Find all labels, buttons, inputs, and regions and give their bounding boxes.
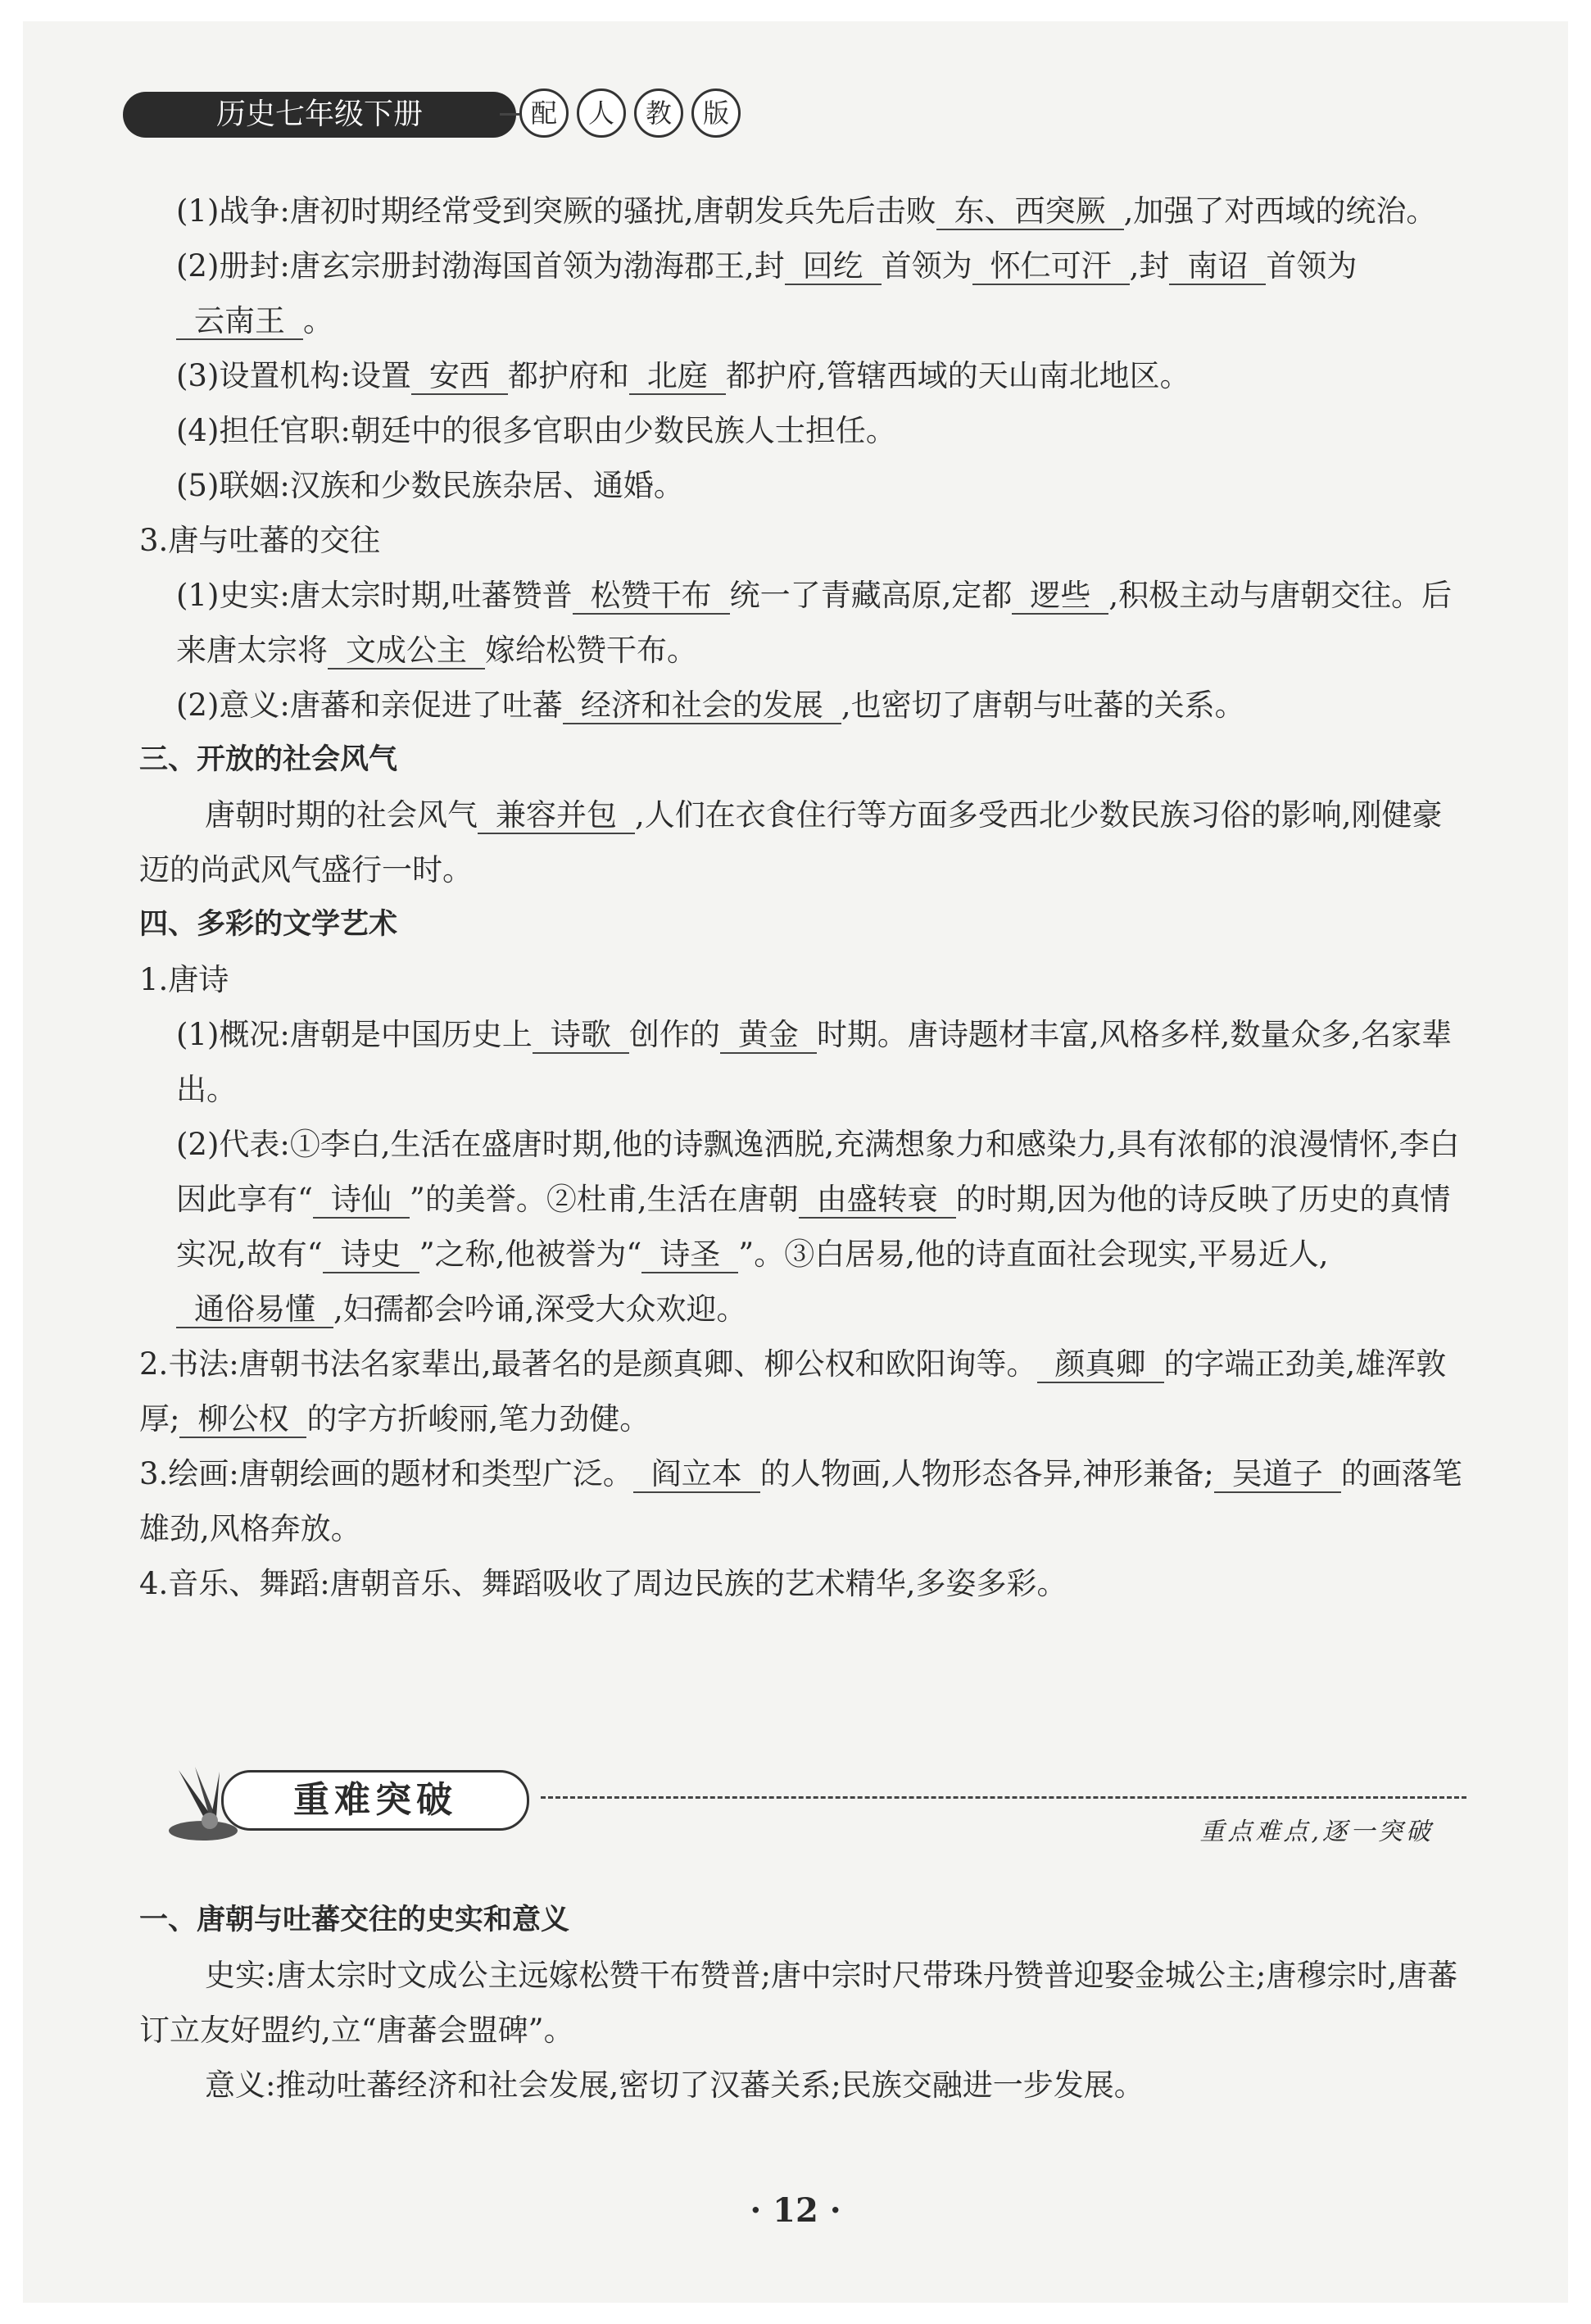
- section-title: 重难突破: [221, 1770, 529, 1831]
- answer-blank: 柳公权: [179, 1403, 306, 1438]
- text-run: 2.书法:唐朝书法名家辈出,最著名的是颜真卿、柳公权和欧阳询等。: [139, 1346, 1037, 1382]
- text-run: (4)担任官职:朝廷中的很多官职由少数民族人士担任。: [176, 413, 896, 448]
- answer-blank: 北庭: [629, 360, 726, 395]
- text-run: 。: [303, 303, 333, 338]
- book-title-tab: 历史七年级下册: [123, 92, 516, 138]
- text-run: 都护府,管辖西域的天山南北地区。: [725, 358, 1190, 393]
- knowledge-content: [139, 184, 1466, 1611]
- answer-blank: 南诏: [1169, 250, 1266, 285]
- answer-blank: 文成公主: [328, 634, 485, 670]
- section-heading: [139, 1893, 1466, 1948]
- section-motto: 重点难点,逐一突破: [1199, 1818, 1434, 1846]
- answer-blank: 经济和社会的发展: [563, 689, 841, 724]
- answer-blank: 黄金: [720, 1019, 817, 1054]
- answer-blank: 颜真卿: [1037, 1348, 1164, 1383]
- section-bar: [156, 1760, 1466, 1850]
- text-run: 的画落笔雄劲,风格奔放。: [139, 1456, 1462, 1546]
- paragraph: [139, 788, 1466, 897]
- section-heading: [139, 897, 1466, 952]
- paragraph: [139, 1446, 1466, 1556]
- text-run: 史实:唐太宗时文成公主远嫁松赞干布赞普;唐中宗时尺带珠丹赞普迎娶金城公主;唐穆宗时,唐蕃订立友好盟约,立“唐蕃会盟碑”。: [139, 1958, 1458, 2048]
- text-run: 4.音乐、舞蹈:唐朝音乐、舞蹈吸收了周边民族的艺术精华,多姿多彩。: [139, 1566, 1067, 1601]
- paragraph: [139, 568, 1466, 678]
- paragraph: [139, 513, 1466, 568]
- text-run: 三、开放的社会风气: [139, 743, 398, 776]
- edition-badge: 人: [577, 89, 626, 138]
- text-run: ,也密切了唐朝与吐蕃的关系。: [841, 688, 1245, 723]
- text-run: 首领为: [1266, 248, 1358, 284]
- edition-badge: 版: [691, 89, 741, 138]
- text-run: 创作的: [628, 1017, 720, 1052]
- text-run: 统一了青藏高原,定都: [729, 578, 1013, 613]
- text-run: (2)册封:唐玄宗册封渤海国首领为渤海郡王,封: [176, 248, 785, 284]
- paragraph: [139, 1117, 1466, 1337]
- answer-blank: 兼容并包: [478, 799, 635, 834]
- answer-blank: 吴道子: [1214, 1458, 1341, 1493]
- paragraph: [139, 1948, 1466, 2058]
- answer-blank: 诗仙: [313, 1183, 410, 1219]
- text-run: 1.唐诗: [139, 962, 229, 997]
- answer-blank: 阎立本: [633, 1458, 760, 1493]
- edition-badge: 配: [519, 89, 569, 138]
- text-run: 的字端正劲美,雄浑敦厚;: [139, 1346, 1447, 1437]
- paragraph: [139, 678, 1466, 733]
- key-points-content: [139, 1893, 1466, 2113]
- answer-blank: 怀仁可汗: [972, 250, 1130, 285]
- text-run: ,积极主动与唐朝交往。后来唐太宗将: [176, 578, 1453, 668]
- paragraph: [139, 458, 1466, 513]
- text-run: (5)联姻:汉族和少数民族杂居、通婚。: [176, 468, 684, 503]
- text-run: (1)概况:唐朝是中国历史上: [176, 1017, 533, 1052]
- text-run: 首领为: [881, 248, 972, 284]
- text-run: ,封: [1129, 248, 1170, 284]
- text-run: ”。③白居易,他的诗直面社会现实,平易近人,: [738, 1237, 1329, 1272]
- text-run: ,人们在衣食住行等方面多受西北少数民族习俗的影响,刚健豪迈的尚武风气盛行一时。: [139, 797, 1443, 887]
- text-run: 的字方折峻丽,笔力劲健。: [306, 1401, 650, 1437]
- text-run: (1)战争:唐初时期经常受到突厥的骚扰,唐朝发兵先后击败: [176, 193, 936, 229]
- text-run: (2)代表:①李白,生活在盛唐时期,他的诗飘逸洒脱,充满想象力和感染力,具有浓郁的浪漫情怀,李白因此享有“: [176, 1127, 1460, 1217]
- answer-blank: 逻些: [1012, 579, 1108, 615]
- paragraph: [139, 238, 1466, 348]
- text-run: 唐朝时期的社会风气: [205, 797, 478, 833]
- paragraph: [139, 1556, 1466, 1611]
- answer-blank: 安西: [411, 360, 508, 395]
- text-run: (3)设置机构:设置: [176, 358, 411, 393]
- text-run: ”的美誉。②杜甫,生活在唐朝: [409, 1182, 799, 1217]
- text-run: (1)史实:唐太宗时期,吐蕃赞普: [176, 578, 573, 613]
- paragraph: [139, 403, 1466, 458]
- text-run: ,加强了对西域的统治。: [1123, 193, 1437, 229]
- header-connector: [500, 113, 519, 116]
- text-run: 3.唐与吐蕃的交往: [139, 523, 381, 558]
- section-heading: [139, 733, 1466, 788]
- text-run: 3.绘画:唐朝绘画的题材和类型广泛。: [139, 1456, 633, 1491]
- paragraph: [139, 1337, 1466, 1446]
- text-run: 嫁给松赞干布。: [485, 633, 697, 668]
- answer-blank: 松赞干布: [573, 579, 730, 615]
- text-run: 都护府和: [507, 358, 629, 393]
- answer-blank: 回纥: [785, 250, 882, 285]
- answer-blank: 由盛转衰: [799, 1183, 956, 1219]
- paragraph: [139, 952, 1466, 1007]
- edition-badges: [519, 89, 741, 138]
- text-run: ”之称,他被誉为“: [419, 1237, 642, 1272]
- answer-blank: 通俗易懂: [176, 1293, 333, 1328]
- text-run: 一、唐朝与吐蕃交往的史实和意义: [139, 1904, 570, 1936]
- answer-blank: 诗圣: [641, 1238, 738, 1273]
- text-run: 四、多彩的文学艺术: [139, 908, 398, 941]
- paragraph: [139, 2058, 1466, 2113]
- answer-blank: 东、西突厥: [936, 195, 1124, 230]
- answer-blank: 诗歌: [533, 1019, 629, 1054]
- paragraph: [139, 184, 1466, 238]
- text-run: 的人物画,人物形态各异,神形兼备;: [759, 1456, 1214, 1491]
- text-run: 意义:推动吐蕃经济和社会发展,密切了汉蕃关系;民族交融进一步发展。: [205, 2068, 1145, 2103]
- paragraph: [139, 1007, 1466, 1117]
- text-run: ,妇孺都会吟诵,深受大众欢迎。: [333, 1291, 747, 1327]
- text-run: 时期。唐诗题材丰富,风格多样,数量众多,名家辈出。: [176, 1017, 1453, 1107]
- text-run: 的时期,因为他的诗反映了历史的真情实况,故有“: [176, 1182, 1451, 1272]
- answer-blank: 云南王: [176, 305, 303, 340]
- section-divider: [541, 1796, 1466, 1799]
- page-number: · 12 ·: [750, 2191, 841, 2230]
- paragraph: [139, 348, 1466, 403]
- text-run: (2)意义:唐蕃和亲促进了吐蕃: [176, 688, 563, 723]
- answer-blank: 诗史: [323, 1238, 419, 1273]
- edition-badge: 教: [634, 89, 683, 138]
